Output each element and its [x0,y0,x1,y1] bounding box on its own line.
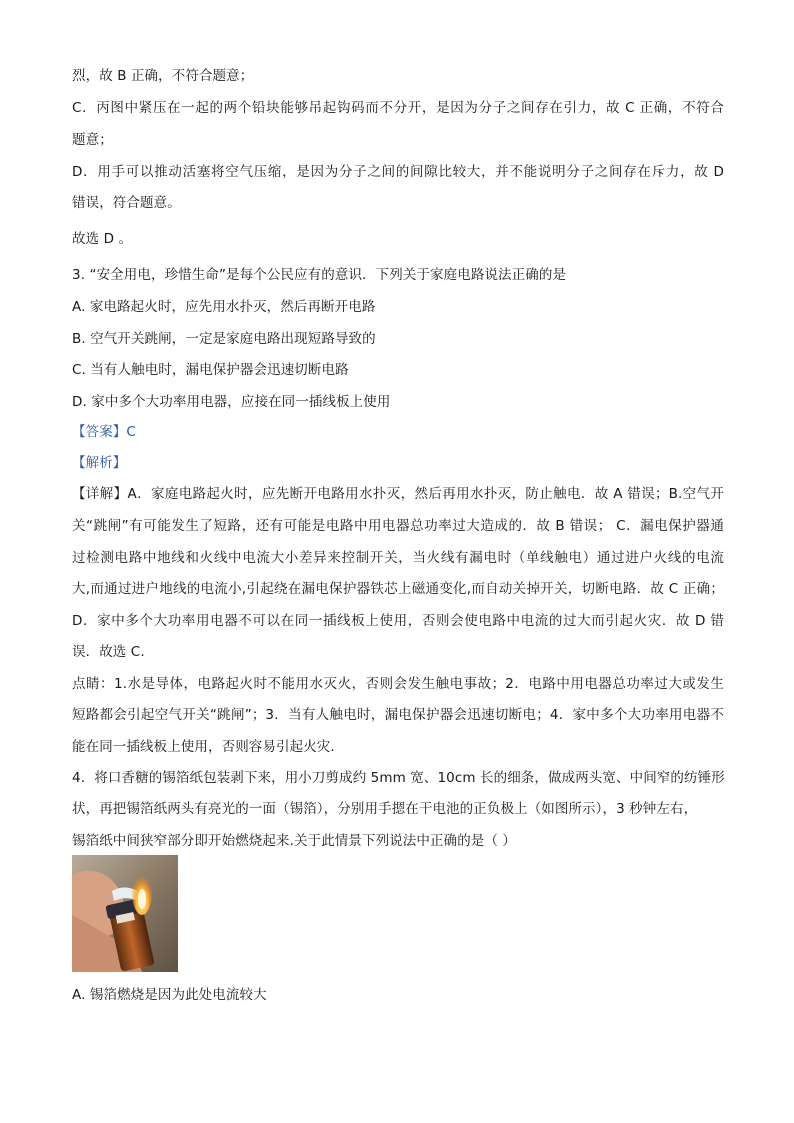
text-line: 大,而通过进户地线的电流小,引起绕在漏电保护器铁芯上磁通变化,而自动关掉开关，切断电路．故 C 正确； [72,581,724,597]
text-line: 误．故选 C. [72,644,145,660]
text-line: 错误，符合题意。 [72,195,181,211]
text-line: 锡箔纸中间狭窄部分即开始燃烧起来.关于此情景下列说法中正确的是（ ） [72,833,516,849]
text-line: 短路都会引起空气开关“跳闸”；3．当有人触电时，漏电保护器会迅速切断电；4．家中多个大功率用电器不 [72,707,724,723]
question-4-stem: 4．将口香糖的锡箔纸包装剥下来，用小刀剪成约 5mm 宽、10cm 长的细条，做成两头宽、中间窄的纺锤形 [72,770,725,786]
option-a: A. 家电路起火时，应先用水扑灭，然后再断开电路 [72,299,376,315]
text-line: 【详解】A．家庭电路起火时，应先断开电路用水扑灭，然后再用水扑灭，防止触电．故 A 错误；B.空气开 [72,486,724,502]
text-line: 点睛：1.水是导体，电路起火时不能用水灭火，否则会发生触电事故；2．电路中用电器总功率过大或发生 [72,676,724,692]
text-line: 烈，故 B 正确，不符合题意； [72,68,254,84]
text-line: D．用手可以推动活塞将空气压缩，是因为分子之间的间隙比较大，并不能说明分子之间存在斥力，故 D [72,164,724,180]
text-line: D．家中多个大功率用电器不可以在同一插线板上使用，否则会使电路中电流的过大而引起火灾．故 D 错 [72,613,724,629]
answer-label: 【答案】C [72,424,136,440]
option-b: B. 空气开关跳闸，一定是家庭电路出现短路导致的 [72,331,376,347]
photo-illustration [72,855,178,972]
text-line: 过检测电路中地线和火线中电流大小差异来控制开关，当火线有漏电时（单线触电）通过进户火线的电流 [72,550,724,566]
text-line: 故选 D 。 [72,231,133,247]
question-3-stem: 3. “安全用电，珍惜生命”是每个公民应有的意识．下列关于家庭电路说法正确的是 [72,267,567,283]
option-d: D. 家中多个大功率用电器，应接在同一插线板上使用 [72,394,391,410]
analysis-label: 【解析】 [72,455,127,471]
battery-foil-photo [72,855,178,972]
question-4-option-a: A. 锡箔燃烧是因为此处电流较大 [72,987,267,1003]
text-line: 关“跳闸”有可能发生了短路，还有可能是电路中用电器总功率过大造成的．故 B 错误； C．漏电保护器通 [72,518,724,534]
option-c: C. 当有人触电时，漏电保护器会迅速切断电路 [72,362,349,378]
text-line: C．丙图中紧压在一起的两个铅块能够吊起钩码而不分开，是因为分子之间存在引力，故 C 正确，不符合 [72,100,724,116]
text-line: 状，再把锡箔纸两头有亮光的一面（锡箔），分别用手摁在干电池的正负极上（如图所示），3 秒钟左右， [72,801,698,817]
text-line: 题意； [72,132,113,148]
text-line: 能在同一插线板上使用，否则容易引起火灾． [72,739,344,755]
